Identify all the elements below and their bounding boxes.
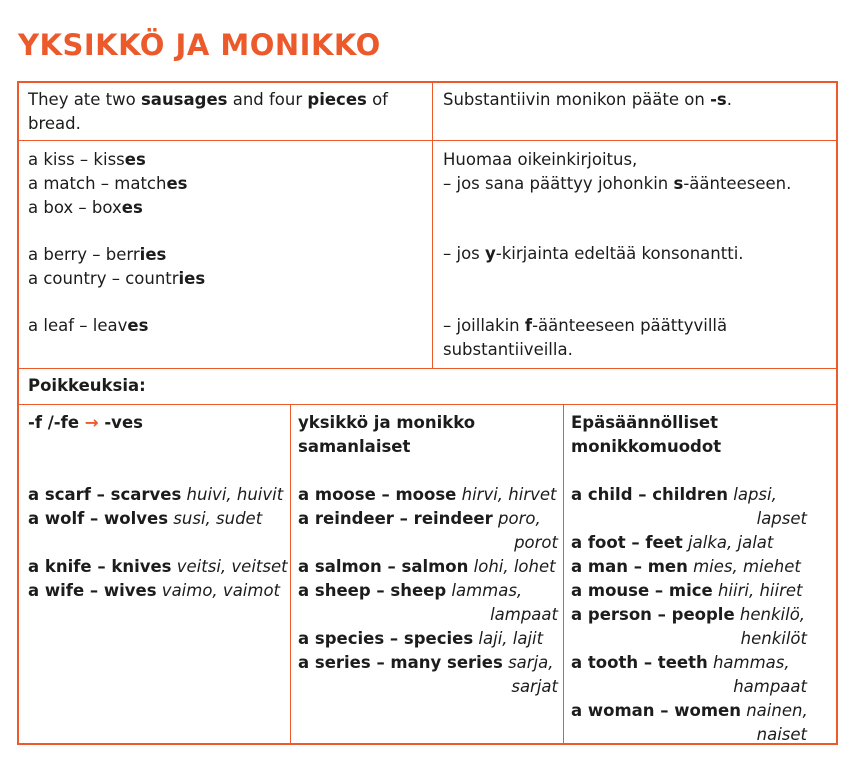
vocab-english: a species – species <box>298 629 474 648</box>
vocab-english: a woman – women <box>571 701 741 720</box>
vocab-finnish: poro, <box>492 509 541 528</box>
vocab-finnish-cont: lampaat <box>490 605 558 624</box>
bold-text: f <box>524 316 533 335</box>
vocab-finnish: mies, miehet <box>687 557 801 576</box>
vocab-finnish-cont: lapset <box>756 509 807 528</box>
col1-heading-a: -f /-fe <box>28 413 85 432</box>
vocab-item <box>28 483 288 507</box>
vocab-english: a mouse – mice <box>571 581 713 600</box>
example-line <box>28 148 428 172</box>
vocab-item <box>571 555 807 579</box>
vocab-finnish: susi, sudet <box>168 509 263 528</box>
vocab-item <box>571 579 807 603</box>
col1-cell <box>28 411 288 603</box>
text-run: of <box>366 90 388 109</box>
vocab-item <box>298 579 558 627</box>
col2-list <box>298 483 558 699</box>
page-title: YKSIKKÖ JA MONIKKO <box>18 28 381 62</box>
vocab-finnish: sarja, <box>502 653 554 672</box>
vocab-english: a foot – feet <box>571 533 683 552</box>
col3-list <box>571 483 807 747</box>
col1-heading-b: -ves <box>98 413 143 432</box>
note-line <box>443 338 833 362</box>
column-divider <box>290 404 291 745</box>
example-line <box>28 196 428 220</box>
note-line <box>443 172 833 196</box>
vocab-english: a wolf – wolves <box>28 509 169 528</box>
vocab-item <box>298 651 558 699</box>
note-line <box>443 242 833 266</box>
example-sentence-cont: bread. <box>28 114 81 133</box>
vocab-finnish: huivi, huivit <box>181 485 284 504</box>
arrow-icon: → <box>84 413 99 432</box>
col3-cell <box>571 411 807 747</box>
text-run: Huomaa oikeinkirjoitus, <box>443 150 638 169</box>
vocab-item <box>28 555 288 579</box>
vocab-item <box>571 699 807 747</box>
vocab-item <box>298 507 558 555</box>
vocab-english: a moose – moose <box>298 485 457 504</box>
text-run: -äänteeseen päättyvillä <box>532 316 728 335</box>
bold-text: s <box>673 174 684 193</box>
vocab-finnish: hirvi, hirvet <box>456 485 557 504</box>
vocab-english: a child – children <box>571 485 728 504</box>
text-run: They ate two <box>28 90 141 109</box>
bold-text: ies <box>178 269 206 288</box>
bold-text: -s <box>710 90 727 109</box>
col2-cell <box>298 411 558 699</box>
vocab-english: a scarf – scarves <box>28 485 182 504</box>
bold-text: es <box>166 174 188 193</box>
note-line <box>443 148 833 172</box>
bold-text: y <box>485 244 496 263</box>
bold-text: es <box>124 150 146 169</box>
text-run: – jos sana päättyy johonkin <box>443 174 674 193</box>
text-run: a berry – berr <box>28 245 140 264</box>
col1-list <box>28 483 288 603</box>
row2-right-cell <box>443 148 833 362</box>
vocab-item <box>298 555 558 579</box>
vocab-finnish-cont: naiset <box>756 725 807 744</box>
example-line <box>28 243 428 267</box>
vocab-finnish: lapsi, <box>728 485 777 504</box>
vocab-english: a tooth – teeth <box>571 653 708 672</box>
column-divider <box>563 404 564 745</box>
rule-text <box>443 88 732 112</box>
vocab-finnish: jalka, jalat <box>682 533 774 552</box>
vocab-item <box>298 483 558 507</box>
vocab-item <box>571 483 807 531</box>
vocab-item <box>571 603 807 651</box>
vocab-finnish: laji, lajit <box>473 629 544 648</box>
bold-text: sausages <box>140 90 228 109</box>
text-run: . <box>726 90 732 109</box>
text-run: -äänteeseen. <box>683 174 792 193</box>
text-run: Substantiivin monikon pääte on <box>443 90 711 109</box>
vocab-item <box>571 531 807 555</box>
exceptions-heading: Poikkeuksia: <box>28 376 146 395</box>
text-run: a match – match <box>28 174 167 193</box>
text-run: substantiiveilla. <box>443 340 573 359</box>
col3-heading-line2: monikkomuodot <box>571 437 722 456</box>
vocab-item <box>298 627 558 651</box>
example-line <box>28 314 428 338</box>
col1-heading <box>28 411 288 435</box>
example-line <box>28 172 428 196</box>
note-line <box>443 314 833 338</box>
row-divider <box>17 368 838 369</box>
vocab-finnish: veitsi, veitset <box>171 557 288 576</box>
vocab-english: a series – many series <box>298 653 503 672</box>
vocab-item <box>28 579 288 603</box>
text-run: a box – box <box>28 198 122 217</box>
vocab-finnish: lammas, <box>446 581 523 600</box>
vocab-english: a salmon – salmon <box>298 557 469 576</box>
text-run: – jos <box>443 244 486 263</box>
vocab-english: a person – people <box>571 605 735 624</box>
row-divider <box>17 140 838 141</box>
vocab-english: a man – men <box>571 557 688 576</box>
text-run: a country – countr <box>28 269 179 288</box>
col3-heading-line1: Epäsäännölliset <box>571 413 719 432</box>
row1-left-cell <box>28 88 388 136</box>
text-run: – joillakin <box>443 316 525 335</box>
vocab-finnish: nainen, <box>740 701 808 720</box>
vocab-finnish-cont: hampaat <box>733 677 807 696</box>
row1-right-cell <box>443 88 732 112</box>
vocab-finnish-cont: henkilöt <box>740 629 807 648</box>
bold-text: pieces <box>307 90 367 109</box>
row-divider <box>17 404 838 405</box>
col2-heading-line1: yksikkö ja monikko <box>298 413 476 432</box>
vocab-english: a knife – knives <box>28 557 172 576</box>
vocab-item <box>28 507 288 555</box>
vocab-finnish: vaimo, vaimot <box>156 581 281 600</box>
col2-heading-line2: samanlaiset <box>298 437 411 456</box>
vocab-finnish: hiiri, hiiret <box>712 581 803 600</box>
row2-left-cell <box>28 148 428 338</box>
vocab-finnish-cont: porot <box>514 533 558 552</box>
column-divider <box>432 81 433 369</box>
vocab-english: a reindeer – reindeer <box>298 509 493 528</box>
vocab-finnish-cont: sarjat <box>511 677 558 696</box>
bold-text: es <box>121 198 143 217</box>
example-sentence <box>28 88 388 112</box>
vocab-english: a wife – wives <box>28 581 157 600</box>
text-run: and four <box>227 90 308 109</box>
text-run: -kirjainta edeltää konsonantti. <box>495 244 744 263</box>
example-line <box>28 267 428 291</box>
vocab-finnish: hammas, <box>707 653 790 672</box>
bold-text: ies <box>139 245 167 264</box>
vocab-finnish: henkilö, <box>734 605 806 624</box>
text-run: a leaf – leav <box>28 316 128 335</box>
bold-text: es <box>127 316 149 335</box>
vocab-finnish: lohi, lohet <box>468 557 556 576</box>
text-run: a kiss – kiss <box>28 150 125 169</box>
vocab-english: a sheep – sheep <box>298 581 447 600</box>
vocab-item <box>571 651 807 699</box>
